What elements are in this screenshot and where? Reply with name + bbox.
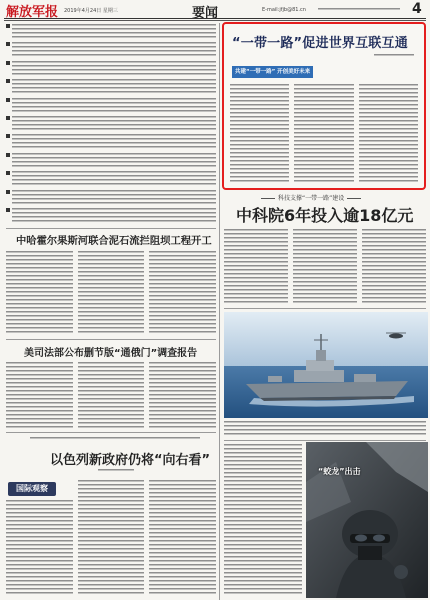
bullet-square — [6, 153, 10, 157]
brief-item — [6, 24, 216, 40]
israel-byline — [98, 469, 134, 472]
text-column — [362, 229, 426, 305]
brief-item — [6, 79, 216, 95]
photo-caption-text — [224, 421, 426, 437]
bullet-square — [6, 24, 10, 28]
brief-item — [6, 116, 216, 132]
text-column — [359, 84, 418, 184]
brief-item — [6, 171, 216, 187]
text-column — [78, 362, 145, 428]
text-column — [294, 84, 353, 184]
doj-headline: 美司法部公布删节版“通俄门”调查报告 — [24, 348, 198, 359]
dam-body-text — [6, 251, 216, 335]
contact-email: E-mail:jfjb@81.cn — [262, 7, 306, 13]
page-number: 4 — [412, 1, 422, 17]
column-label: 国际观察 — [8, 482, 56, 496]
brief-text — [12, 153, 216, 169]
israel-headline: 以色列新政府仍将“向右看” — [50, 453, 211, 468]
brief-item — [6, 42, 216, 58]
photo-story-text — [224, 444, 302, 596]
brief-text — [12, 171, 216, 187]
page-header — [0, 0, 430, 20]
bullet-square — [6, 208, 10, 212]
science-headline: 中科院6年投入逾18亿元 — [236, 206, 414, 225]
bullet-square — [6, 61, 10, 65]
bullet-square — [6, 171, 10, 175]
israel-kicker — [30, 437, 200, 440]
brief-text — [12, 61, 216, 77]
brief-text — [12, 42, 216, 58]
bullet-square — [6, 134, 10, 138]
text-column — [6, 500, 73, 596]
header-rule — [4, 18, 426, 21]
story-divider — [6, 432, 216, 433]
text-column — [293, 229, 357, 305]
bullet-square — [6, 98, 10, 102]
brief-item — [6, 190, 216, 206]
text-column — [78, 480, 145, 596]
bullet-square — [6, 190, 10, 194]
issue-date: 2019年4月24日 星期三 — [64, 8, 118, 14]
brief-text — [12, 134, 216, 150]
brief-item — [6, 208, 216, 224]
brief-text — [12, 190, 216, 206]
photo-caption-title: “蛟龙”出击 — [318, 467, 361, 476]
lead-body-text — [230, 84, 418, 184]
text-column — [6, 362, 73, 428]
brief-text — [12, 24, 216, 40]
text-column — [78, 251, 145, 335]
story-divider — [6, 339, 216, 340]
text-column — [149, 362, 216, 428]
story-divider — [224, 440, 426, 441]
brief-item — [6, 98, 216, 114]
masthead-logo: 解放军报 — [6, 5, 59, 20]
bullet-square — [6, 116, 10, 120]
science-body-text — [224, 229, 426, 305]
text-column — [230, 84, 289, 184]
text-column — [149, 480, 216, 596]
brief-text — [12, 98, 216, 114]
column-divider — [219, 23, 220, 600]
news-briefs — [6, 24, 216, 226]
lead-headline: “一带一路”促进世界互联互通 — [232, 36, 408, 51]
text-column — [224, 229, 288, 305]
lead-subhead-bar: 共建“一带一路” 开创美好未来 — [232, 66, 313, 78]
brief-item — [6, 153, 216, 169]
warship-image — [224, 312, 428, 418]
brief-item — [6, 61, 216, 77]
text-column — [149, 251, 216, 335]
lead-byline — [374, 54, 414, 57]
editor-credits — [318, 8, 400, 11]
warship-photo — [224, 312, 428, 418]
israel-body-text — [6, 480, 216, 596]
story-divider — [6, 228, 216, 229]
bullet-square — [6, 42, 10, 46]
text-column — [6, 251, 73, 335]
dam-headline: 中哈霍尔果斯河联合泥石流拦阻坝工程开工 — [16, 235, 212, 247]
science-kicker: 科技支撑“一带一路”建设 — [258, 193, 364, 202]
brief-item — [6, 134, 216, 150]
brief-text — [12, 79, 216, 95]
lead-story-box — [222, 22, 426, 190]
section-title: 要闻 — [192, 6, 219, 21]
doj-body-text — [6, 362, 216, 428]
brief-text — [12, 116, 216, 132]
brief-text — [12, 208, 216, 224]
bullet-square — [6, 79, 10, 83]
story-divider — [224, 308, 426, 309]
